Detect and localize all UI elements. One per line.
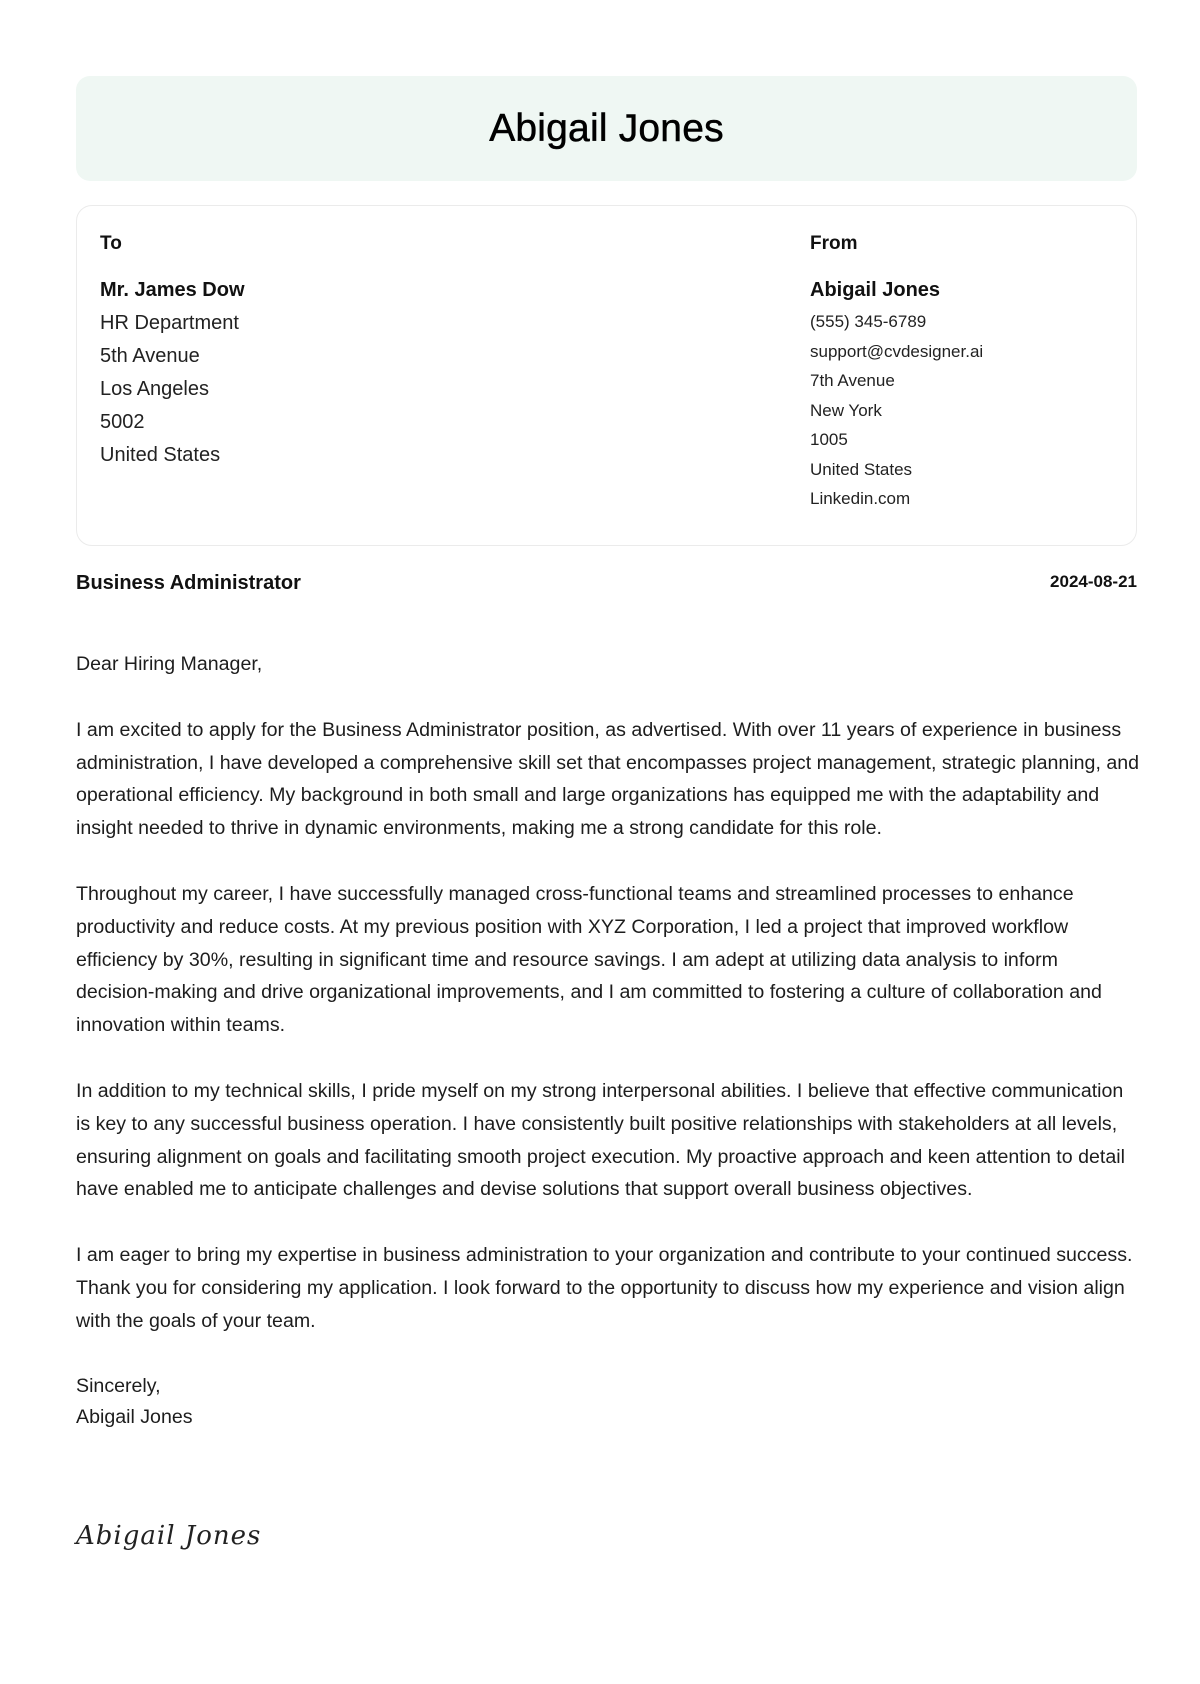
sender-street: 7th Avenue: [810, 371, 895, 390]
sender-website: Linkedin.com: [810, 489, 911, 508]
signoff-name: Abigail Jones: [76, 1405, 193, 1428]
recipient-department: HR Department: [100, 312, 239, 334]
sender-city: New York: [810, 400, 882, 420]
letter-date: 2024-08-21: [1050, 572, 1137, 591]
body-paragraph: Throughout my career, I have successfully managed cross-functional teams and streamlined processes to enhance productivity and reduce costs. At my previous position with XYZ Corporation, I led a project that improved workflow efficiency by 30%, resulting in significant time and resource savings. I am adept at utilizing data analysis to inform decision-making and drive organizational improvements, and I am committed to fostering a culture of collaboration and innovation within teams.: [76, 882, 1102, 1037]
sender-contact: [810, 307, 1120, 514]
recipient-block: [100, 231, 620, 472]
body-paragraph: I am eager to bring my expertise in business administration to your organization and contribute to your continued success. Thank you for considering my application. I look forward to the opportunity to discuss how my experience and vision align with the goals of your team.: [76, 1244, 1133, 1332]
sender-postal-code: 1005: [810, 430, 848, 449]
recipient-postal-code: 5002: [100, 411, 145, 433]
recipient-country: United States: [100, 444, 221, 466]
recipient-heading: To: [100, 233, 122, 254]
address-card: [76, 205, 1137, 546]
name-banner: [76, 76, 1137, 181]
handwritten-signature: Abigail Jones: [76, 1521, 262, 1551]
closing-block: [76, 1371, 1141, 1433]
sender-phone: (555) 345-6789: [810, 312, 927, 331]
recipient-address: [100, 307, 620, 472]
letter-body: [76, 648, 1141, 1433]
sender-country: United States: [810, 459, 913, 479]
closing: Sincerely,: [76, 1374, 161, 1397]
sender-email: support@cvdesigner.ai: [810, 341, 984, 361]
body-paragraph: I am excited to apply for the Business Administrator position, as advertised. With over 11 years of experience in business administration, I have developed a comprehensive skill set that encompasses project management, strategic planning, and operational efficiency. My background in both small and large organizations has equipped me with the adaptability and insight needed to thrive in dynamic environments, making me a strong candidate for this role.: [76, 718, 1140, 840]
sender-block: [810, 231, 1120, 514]
body-paragraph: In addition to my technical skills, I pride myself on my strong interpersonal abilities. I believe that effective communication is key to any successful business operation. I have consistently built positive relationships with stakeholders at all levels, ensuring alignment on goals and facilitating smooth project execution. My proactive approach and keen attention to detail have enabled me to anticipate challenges and devise solutions that support overall business objectives.: [76, 1079, 1125, 1201]
letter-meta: [76, 572, 1137, 602]
sender-heading: From: [810, 233, 858, 254]
recipient-name: Mr. James Dow: [100, 279, 245, 301]
applicant-name: Abigail Jones: [489, 106, 724, 150]
salutation: Dear Hiring Manager,: [76, 653, 263, 675]
recipient-street: 5th Avenue: [100, 345, 200, 367]
recipient-city: Los Angeles: [100, 378, 209, 400]
job-title: Business Administrator: [76, 572, 301, 594]
sender-name: Abigail Jones: [810, 279, 941, 301]
